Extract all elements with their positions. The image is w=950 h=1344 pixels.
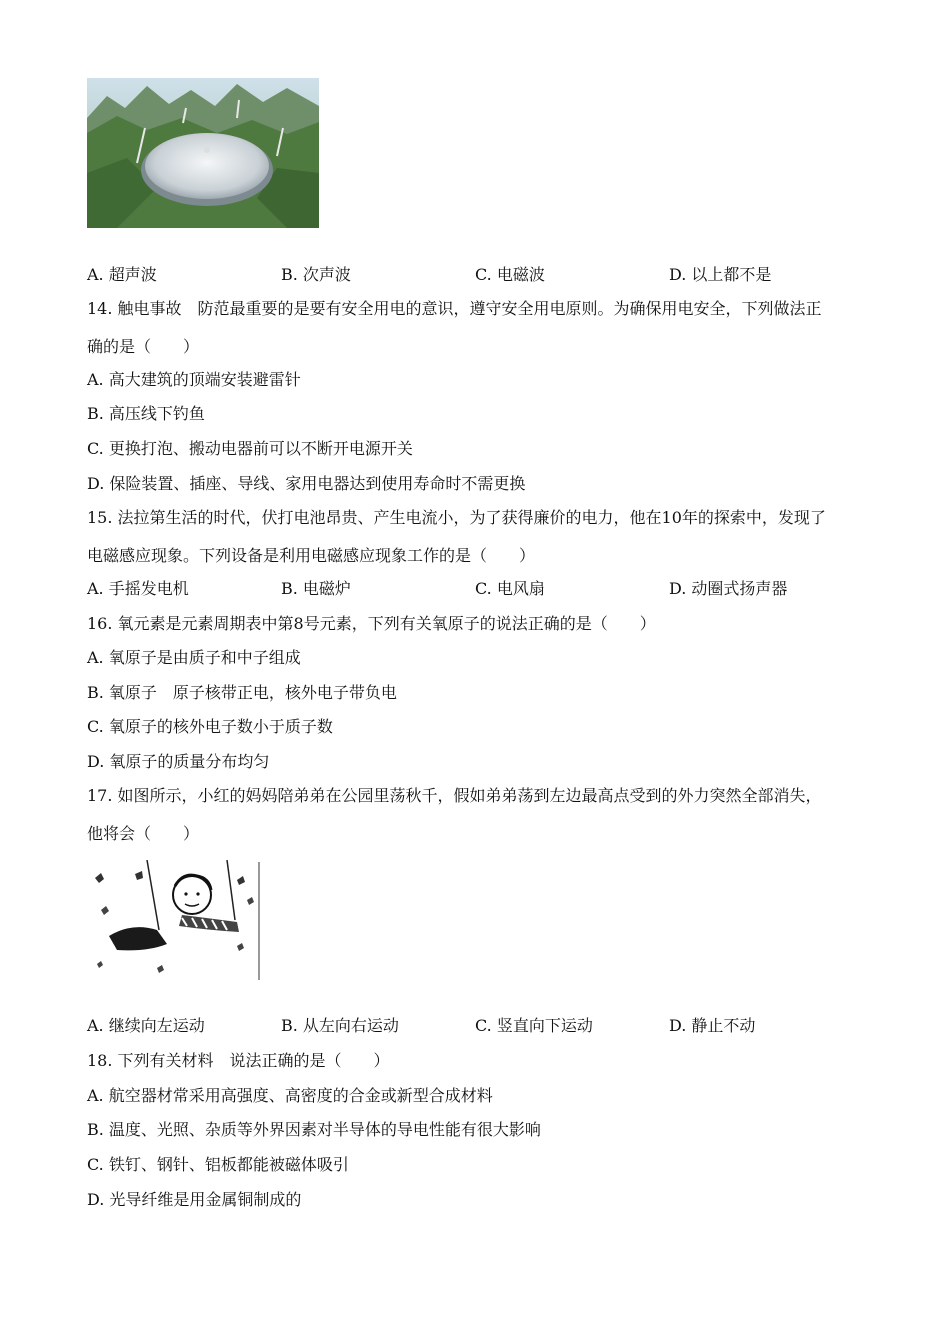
q14-option-b: B. 高压线下钓鱼 (87, 404, 205, 423)
q13-option-a: A. 超声波 (87, 265, 157, 284)
q15-option-a: A. 手摇发电机 (87, 579, 189, 598)
q17-stem-line1: 17. 如图所示，小红的妈妈陪弟弟在公园里荡秋千，假如弟弟荡到左边最高点受到的外力突然全部消失， (87, 786, 822, 805)
q16-option-c: C. 氧原子的核外电子数小于质子数 (87, 717, 333, 736)
q15-option-c: C. 电风扇 (475, 579, 545, 598)
q17-option-d: D. 静止不动 (669, 1016, 756, 1035)
q16-option-d: D. 氧原子的质量分布均匀 (87, 752, 270, 771)
q13-option-c: C. 电磁波 (475, 265, 545, 284)
telescope-illustration (87, 78, 319, 228)
q16-stem: 16. 氧元素是元素周期表中第8号元素，下列有关氧原子的说法正确的是（ ） (87, 614, 656, 633)
q18-stem: 18. 下列有关材料 说法正确的是（ ） (87, 1051, 390, 1070)
q17-option-a: A. 继续向左运动 (87, 1016, 205, 1035)
q18-option-d: D. 光导纤维是用金属铜制成的 (87, 1190, 302, 1209)
swing-illustration (87, 860, 263, 982)
q14-option-d: D. 保险装置、插座、导线、家用电器达到使用寿命时不需更换 (87, 474, 526, 493)
q16-option-b: B. 氧原子 原子核带正电，核外电子带负电 (87, 683, 397, 702)
q18-option-b: B. 温度、光照、杂质等外界因素对半导体的导电性能有很大影响 (87, 1120, 541, 1139)
q14-option-a: A. 高大建筑的顶端安装避雷针 (87, 370, 301, 389)
q15-stem-line2: 电磁感应现象。下列设备是利用电磁感应现象工作的是（ ） (87, 546, 536, 565)
q15-option-d: D. 动圈式扬声器 (669, 579, 788, 598)
q18-option-a: A. 航空器材常采用高强度、高密度的合金或新型合成材料 (87, 1086, 493, 1105)
q16-option-a: A. 氧原子是由质子和中子组成 (87, 648, 301, 667)
q14-stem-line2: 确的是（ ） (87, 337, 200, 356)
q13-option-b: B. 次声波 (281, 265, 351, 284)
q15-option-b: B. 电磁炉 (281, 579, 351, 598)
q17-option-b: B. 从左向右运动 (281, 1016, 399, 1035)
q14-option-c: C. 更换打泡、搬动电器前可以不断开电源开关 (87, 439, 413, 458)
telescope-photo (87, 78, 319, 228)
q17-option-c: C. 竖直向下运动 (475, 1016, 593, 1035)
q17-stem-line2: 他将会（ ） (87, 824, 200, 843)
q13-option-d: D. 以上都不是 (669, 265, 772, 284)
swing-drawing (87, 860, 263, 982)
q18-option-c: C. 铁钉、钢针、铝板都能被磁体吸引 (87, 1155, 349, 1174)
q14-stem-line1: 14. 触电事故 防范最重要的是要有安全用电的意识，遵守安全用电原则。为确保用电安全，下列做法正 (87, 299, 822, 318)
q15-stem-line1: 15. 法拉第生活的时代，伏打电池昂贵、产生电流小，为了获得廉价的电力，他在10年的探索中，发现了 (87, 508, 826, 527)
